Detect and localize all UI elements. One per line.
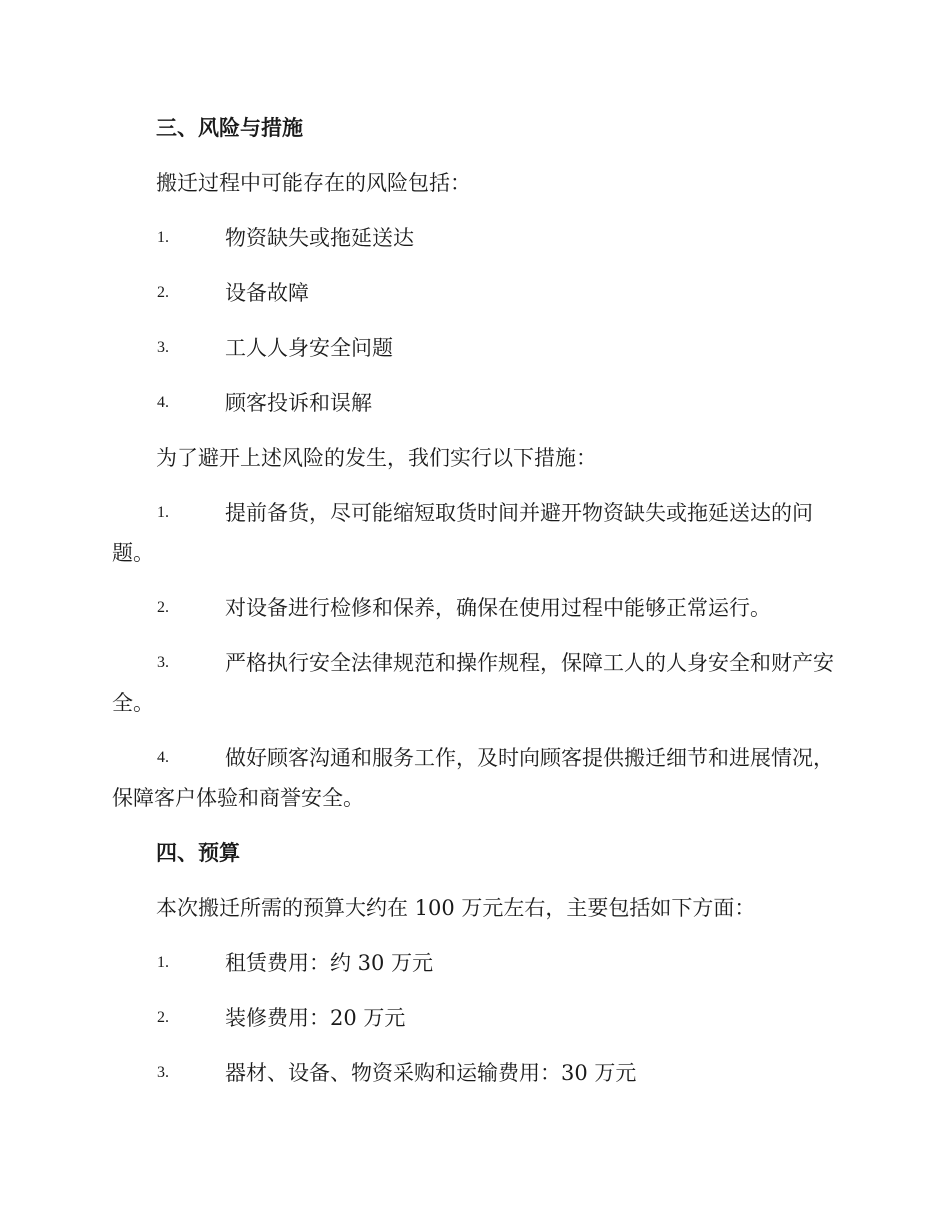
budget-item xyxy=(112,943,834,983)
list-text: 顾客投诉和误解 xyxy=(225,391,372,415)
risk-item xyxy=(112,328,834,368)
list-number: 2. xyxy=(157,284,169,301)
budget-item xyxy=(112,998,834,1038)
list-text: 器材、设备、物资采购和运输费用：30 万元 xyxy=(225,1061,637,1085)
list-number: 2. xyxy=(157,1009,169,1026)
budget-item xyxy=(112,1053,834,1093)
list-text: 对设备进行检修和保养，确保在使用过程中能够正常运行。 xyxy=(225,596,771,620)
list-text: 做好顾客沟通和服务工作，及时向顾客提供搬迁细节和进展情况，保障客户体验和商誉安全。 xyxy=(112,746,834,810)
list-number: 1. xyxy=(157,504,169,521)
list-text: 设备故障 xyxy=(225,281,309,305)
document-body xyxy=(112,108,834,1108)
list-number: 1. xyxy=(157,229,169,246)
list-number: 4. xyxy=(157,749,169,766)
section-heading-risk: 三、风险与措施 xyxy=(156,115,303,140)
list-text: 租赁费用：约 30 万元 xyxy=(225,951,434,975)
list-number: 1. xyxy=(157,954,169,971)
risk-item xyxy=(112,383,834,423)
budget-intro: 本次搬迁所需的预算大约在 100 万元左右，主要包括如下方面： xyxy=(156,896,756,920)
list-text: 物资缺失或拖延送达 xyxy=(225,226,414,250)
section-heading-budget: 四、预算 xyxy=(156,840,240,865)
list-text: 提前备货，尽可能缩短取货时间并避开物资缺失或拖延送达的问题。 xyxy=(112,501,813,565)
measures-intro: 为了避开上述风险的发生，我们实行以下措施： xyxy=(156,446,597,470)
risk-item xyxy=(112,273,834,313)
list-text: 工人人身安全问题 xyxy=(225,336,393,360)
list-text: 装修费用：20 万元 xyxy=(225,1006,406,1030)
list-number: 3. xyxy=(157,339,169,356)
list-text: 严格执行安全法律规范和操作规程，保障工人的人身安全和财产安全。 xyxy=(112,651,834,715)
list-number: 3. xyxy=(157,1064,169,1081)
list-number: 2. xyxy=(157,599,169,616)
measure-item xyxy=(112,588,834,628)
measure-item xyxy=(112,738,834,818)
measure-item xyxy=(112,493,834,573)
list-number: 3. xyxy=(157,654,169,671)
measure-item xyxy=(112,643,834,723)
list-number: 4. xyxy=(157,394,169,411)
risk-intro: 搬迁过程中可能存在的风险包括： xyxy=(156,171,471,195)
risk-item xyxy=(112,218,834,258)
